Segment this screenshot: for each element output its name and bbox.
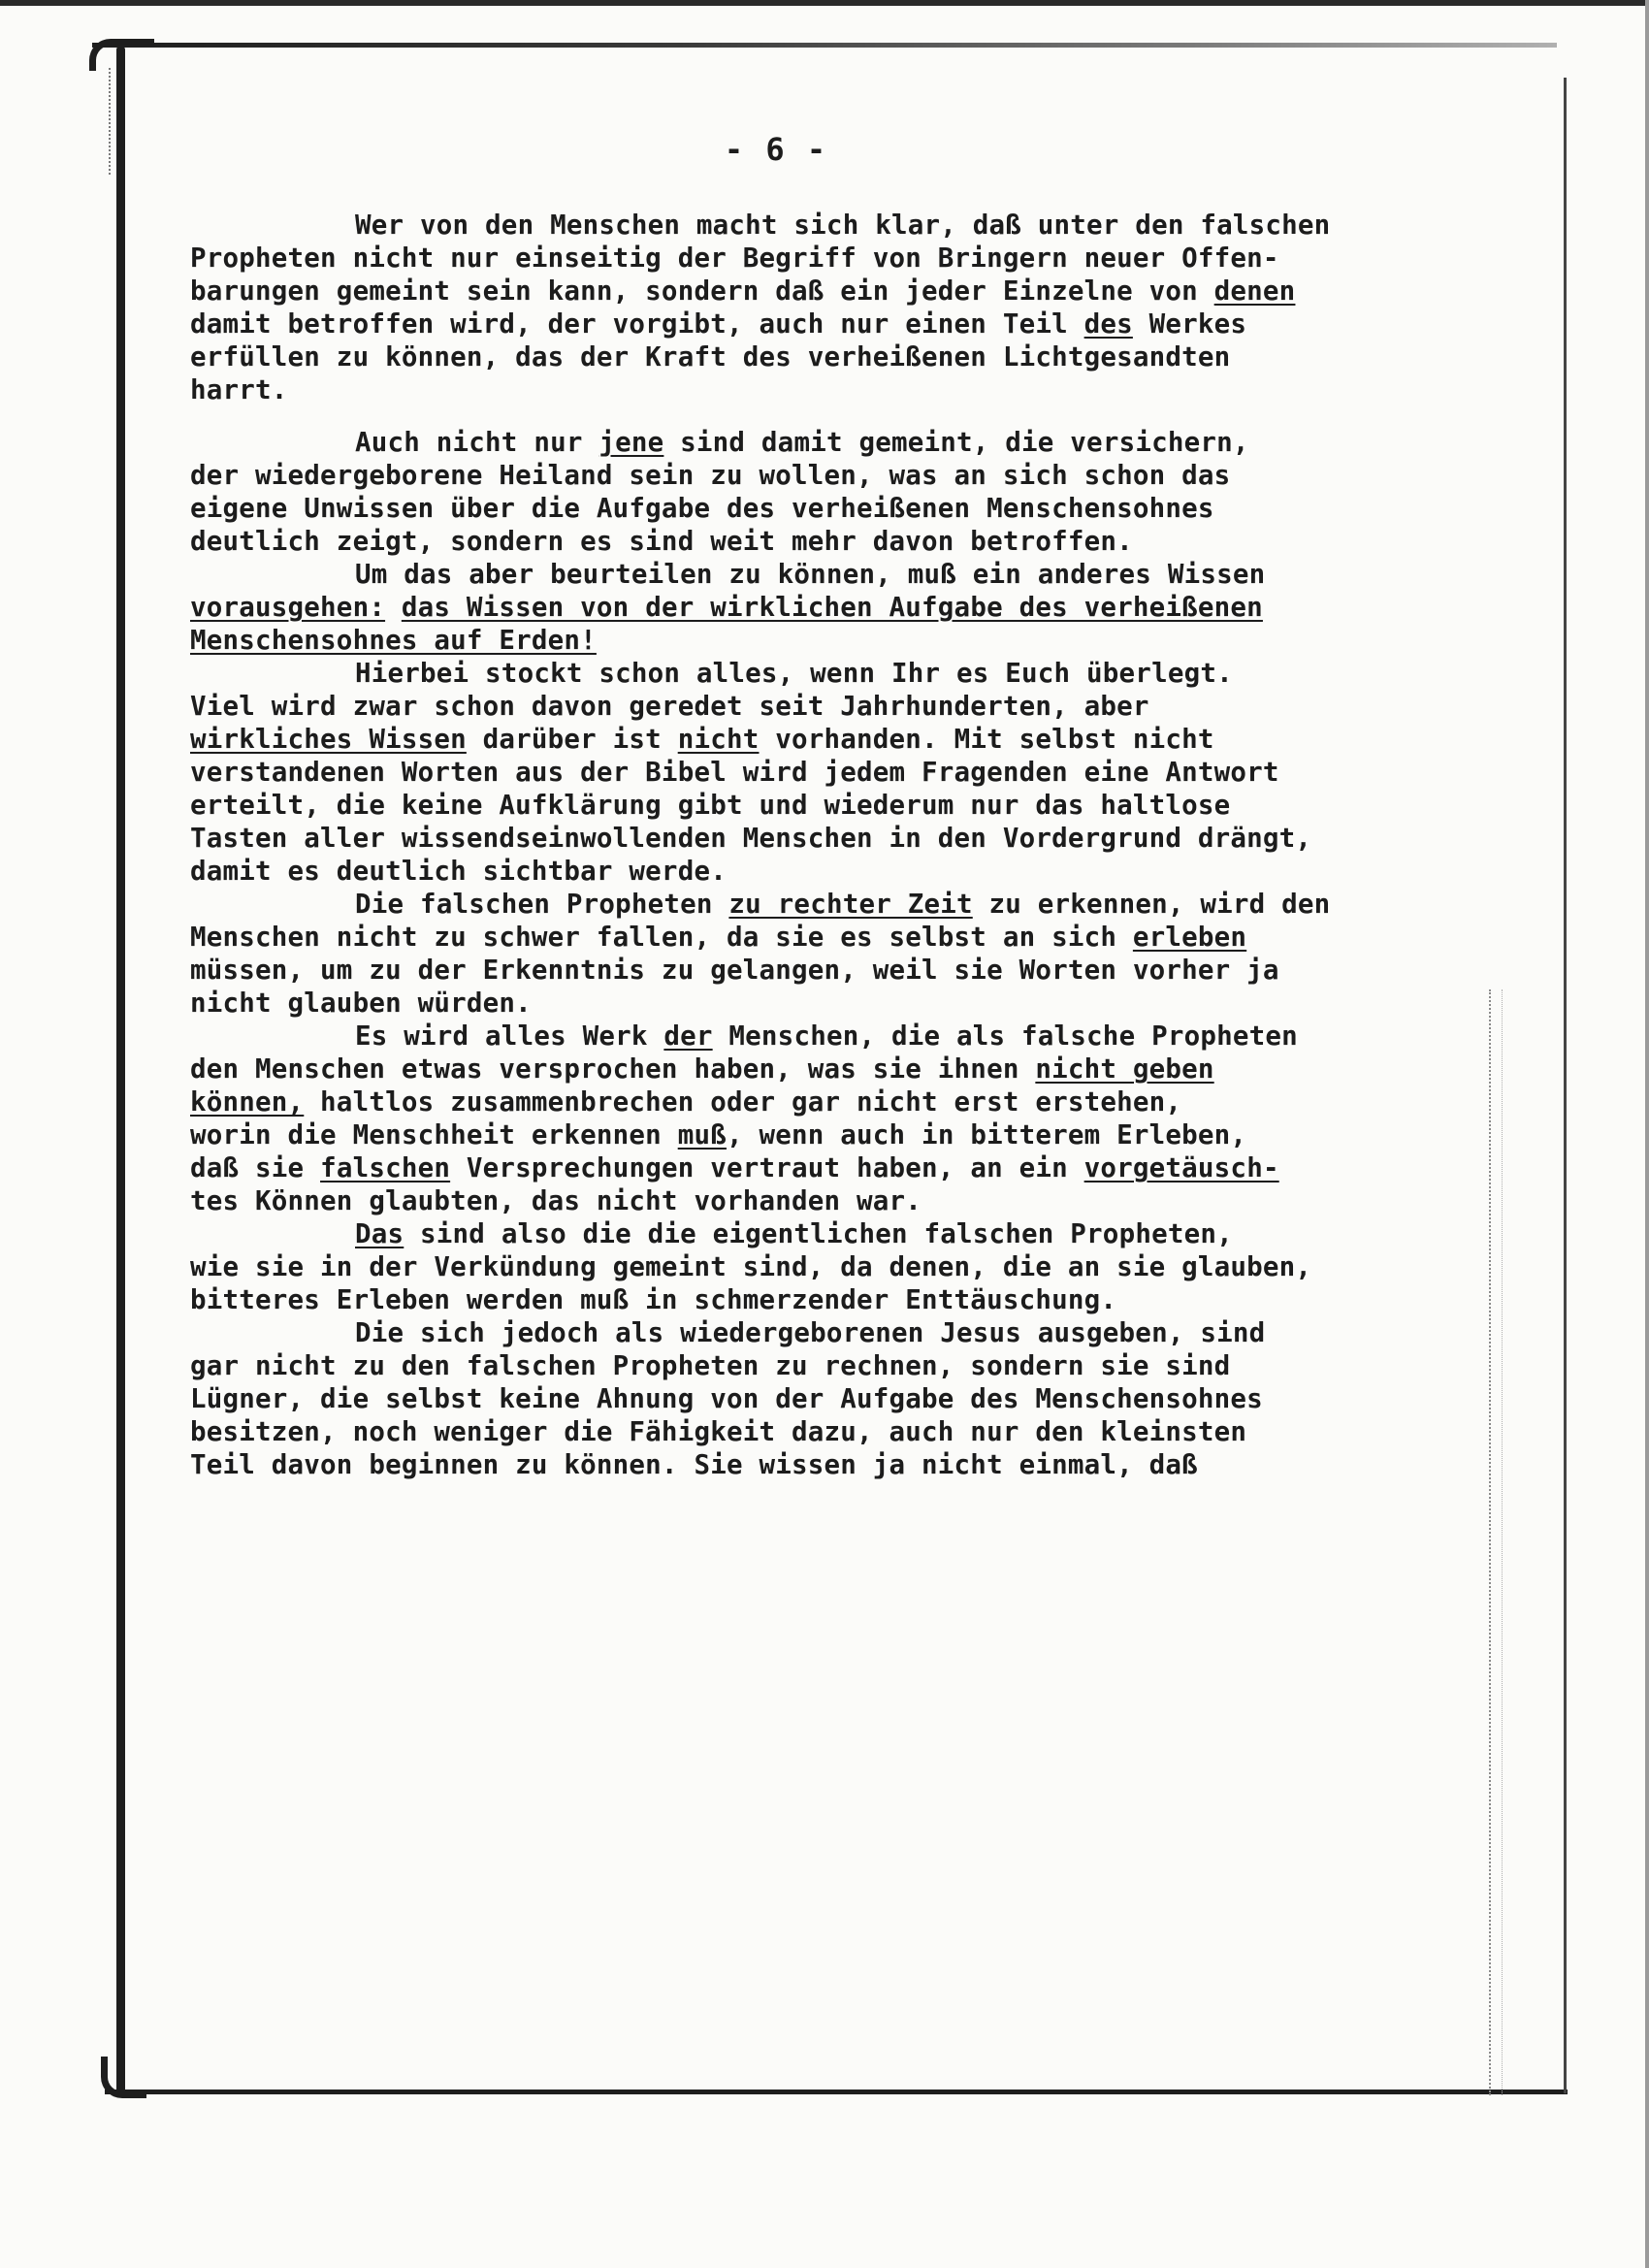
- text-line: [190, 1020, 1490, 1053]
- scan-edge-right: [1645, 0, 1649, 2268]
- text-line: [190, 558, 1490, 591]
- text-segment: damit es deutlich sichtbar werde.: [190, 856, 727, 887]
- text-segment: Versprechungen vertraut haben, an ein: [450, 1152, 1084, 1183]
- text-segment: erfüllen zu können, das der Kraft des verheißenen Lichtgesandten: [190, 341, 1231, 373]
- text-segment: daß sie: [190, 1152, 321, 1183]
- text-line: [190, 1053, 1490, 1085]
- text-line: [190, 822, 1490, 855]
- text-line: [190, 340, 1490, 373]
- underlined-text: zu rechter Zeit: [728, 889, 973, 920]
- text-line: [190, 756, 1490, 789]
- text-segment: wie sie in der Verkündung gemeint sind, da denen, die an sie glauben,: [190, 1251, 1312, 1282]
- underlined-text: Das: [355, 1218, 404, 1249]
- frame-corner-bottom-left: [101, 2057, 146, 2098]
- text-segment: verstandenen Worten aus der Bibel wird jedem Fragenden eine Antwort: [190, 757, 1279, 788]
- text-line: [190, 657, 1490, 690]
- text-segment: haltlos zusammenbrechen oder gar nicht erst erstehen,: [304, 1086, 1182, 1118]
- frame-line-left: [116, 47, 125, 2093]
- text-line: [190, 954, 1490, 987]
- text-segment: , wenn auch in bitterem Erleben,: [726, 1119, 1247, 1150]
- underlined-text: jene: [598, 427, 664, 458]
- text-line: [190, 1151, 1490, 1184]
- text-line: [190, 987, 1490, 1020]
- paragraph: [190, 1316, 1490, 1481]
- text-segment: Hierbei stockt schon alles, wenn Ihr es Euch überlegt.: [355, 658, 1233, 689]
- text-line: [190, 275, 1490, 308]
- text-line: [190, 492, 1490, 525]
- text-line: [190, 1382, 1490, 1415]
- text-line: [190, 789, 1490, 822]
- underlined-text: erleben: [1132, 922, 1247, 953]
- text-line: [190, 1085, 1490, 1118]
- text-segment: deutlich zeigt, sondern es sind weit mehr davon betroffen.: [190, 526, 1133, 557]
- text-line: [190, 1349, 1490, 1382]
- text-segment: Um das aber beurteilen zu können, muß ein anderes Wissen: [355, 559, 1266, 590]
- text-segment: Propheten nicht nur einseitig der Begriff von Bringern neuer Offen-: [190, 243, 1279, 274]
- scan-speckles-faint: [1502, 989, 1504, 2095]
- text-line: [190, 1415, 1490, 1448]
- text-segment: Menschen, die als falsche Propheten: [712, 1021, 1298, 1052]
- underlined-text: nicht geben: [1035, 1053, 1214, 1085]
- text-segment: vorhanden. Mit selbst nicht: [759, 724, 1214, 755]
- text-segment: zu erkennen, wird den: [972, 889, 1331, 920]
- text-line: [190, 1118, 1490, 1151]
- text-segment: Tasten aller wissendseinwollenden Menschen in den Vordergrund drängt,: [190, 823, 1312, 854]
- paragraph: [190, 657, 1490, 888]
- underlined-text: nicht: [677, 724, 760, 755]
- text-line: [190, 723, 1490, 756]
- scan-edge-top: [0, 0, 1649, 6]
- text-line: [190, 855, 1490, 888]
- text-line: [190, 242, 1490, 275]
- underlined-text: vorausgehen:: [190, 592, 386, 623]
- text-segment: tes Können glaubten, das nicht vorhanden war.: [190, 1185, 922, 1216]
- underlined-text: denen: [1213, 275, 1296, 307]
- text-segment: Die sich jedoch als wiedergeborenen Jesus ausgeben, sind: [355, 1317, 1266, 1348]
- text-segment: Wer von den Menschen macht sich klar, daß unter den falschen: [355, 210, 1331, 241]
- text-line: [190, 1283, 1490, 1316]
- text-segment: besitzen, noch weniger die Fähigkeit dazu, auch nur den kleinsten: [190, 1416, 1247, 1447]
- margin-speckles: [109, 68, 116, 175]
- text-line: [190, 1184, 1490, 1217]
- text-segment: harrt.: [190, 374, 288, 405]
- text-line: [190, 888, 1490, 921]
- text-segment: Werkes: [1132, 308, 1247, 340]
- text-segment: nicht glauben würden.: [190, 988, 532, 1019]
- text-line: [190, 1250, 1490, 1283]
- text-segment: damit betroffen wird, der vorgibt, auch nur einen Teil: [190, 308, 1084, 340]
- text-line: [190, 1316, 1490, 1349]
- text-segment: Die falschen Propheten: [355, 889, 729, 920]
- text-segment: darüber ist: [466, 724, 678, 755]
- page-number: - 6 -: [724, 131, 828, 168]
- paragraph: [190, 209, 1490, 406]
- text-segment: der wiedergeborene Heiland sein zu wollen, was an sich schon das: [190, 460, 1231, 491]
- frame-line-bottom: [105, 2090, 1568, 2094]
- text-segment: Auch nicht nur: [355, 427, 599, 458]
- paragraph: [190, 888, 1490, 1020]
- text-line: [190, 1448, 1490, 1481]
- underlined-text: der: [663, 1021, 713, 1052]
- frame-line-right: [1564, 78, 1567, 2093]
- paragraph: [190, 426, 1490, 558]
- text-segment: sind also die die eigentlichen falschen Propheten,: [404, 1218, 1233, 1249]
- text-segment: müssen, um zu der Erkenntnis zu gelangen, weil sie Worten vorher ja: [190, 955, 1279, 986]
- text-segment: den Menschen etwas versprochen haben, was sie ihnen: [190, 1053, 1036, 1085]
- text-line: [190, 373, 1490, 406]
- paragraph: [190, 1217, 1490, 1316]
- underlined-text: muß: [677, 1119, 727, 1150]
- text-segment: Es wird alles Werk: [355, 1021, 664, 1052]
- paragraph: [190, 558, 1490, 657]
- text-line: [190, 1217, 1490, 1250]
- text-segment: Teil davon beginnen zu können. Sie wissen ja nicht einmal, daß: [190, 1449, 1198, 1480]
- text-segment: Menschen nicht zu schwer fallen, da sie es selbst an sich: [190, 922, 1133, 953]
- text-segment: sind damit gemeint, die versichern,: [663, 427, 1249, 458]
- text-segment: bitteres Erleben werden muß in schmerzender Enttäuschung.: [190, 1284, 1117, 1315]
- text-line: [190, 308, 1490, 340]
- text-line: [190, 624, 1490, 657]
- text-line: [190, 426, 1490, 459]
- underlined-text: können,: [190, 1086, 305, 1118]
- text-segment: Viel wird zwar schon davon geredet seit Jahrhunderten, aber: [190, 691, 1149, 722]
- text-segment: [385, 592, 402, 623]
- text-line: [190, 921, 1490, 954]
- paragraph-gap: [190, 406, 1490, 426]
- underlined-text: wirkliches Wissen: [190, 724, 467, 755]
- text-segment: gar nicht zu den falschen Propheten zu rechnen, sondern sie sind: [190, 1350, 1231, 1381]
- frame-line-top: [92, 43, 1557, 48]
- text-segment: barungen gemeint sein kann, sondern daß ein jeder Einzelne von: [190, 275, 1214, 307]
- text-line: [190, 525, 1490, 558]
- text-segment: Lügner, die selbst keine Ahnung von der Aufgabe des Menschensohnes: [190, 1383, 1263, 1414]
- document-body: [190, 209, 1490, 1481]
- text-segment: worin die Menschheit erkennen: [190, 1119, 678, 1150]
- underlined-text: das Wissen von der wirklichen Aufgabe des verheißenen: [401, 592, 1263, 623]
- text-segment: eigene Unwissen über die Aufgabe des verheißenen Menschensohnes: [190, 493, 1214, 524]
- text-line: [190, 690, 1490, 723]
- text-line: [190, 459, 1490, 492]
- paragraph: [190, 1020, 1490, 1217]
- underlined-text: des: [1083, 308, 1133, 340]
- text-line: [190, 209, 1490, 242]
- underlined-text: Menschensohnes auf Erden!: [190, 625, 597, 656]
- text-segment: erteilt, die keine Aufklärung gibt und wiederum nur das haltlose: [190, 790, 1231, 821]
- underlined-text: falschen: [320, 1152, 451, 1183]
- underlined-text: vorgetäusch-: [1083, 1152, 1279, 1183]
- text-line: [190, 591, 1490, 624]
